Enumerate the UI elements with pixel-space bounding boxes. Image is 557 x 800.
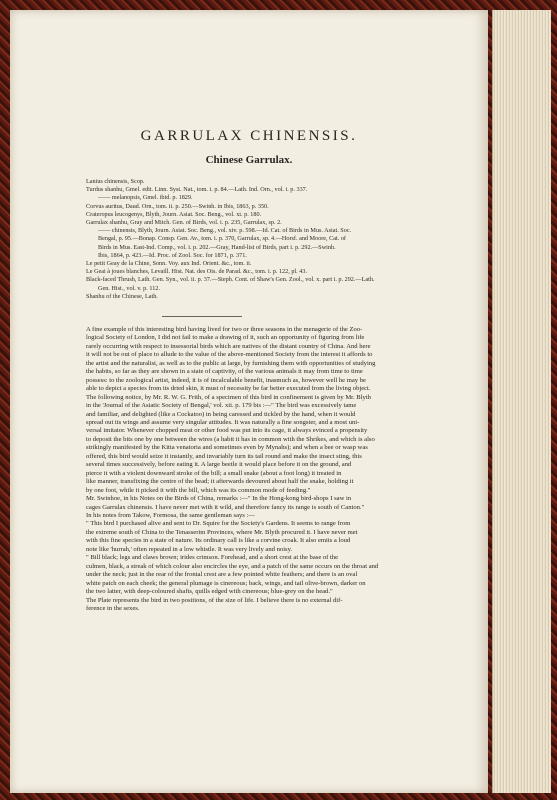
book-page <box>10 10 488 793</box>
text-line: pierce it with a violent downward stroke of the bill; a small snake (about a foot long) it treated in <box>86 469 342 477</box>
text-line: spread out its wings and assume very singular attitudes. It was naturally a fine songster, and a most uni- <box>86 418 360 426</box>
text-line: ference in the sexes. <box>86 604 140 612</box>
text-line: several times successively, before eating it. A large beetle it would place before it on the ground, and <box>86 461 352 469</box>
text-line: the extreme south of China to the Tenasserim Provinces, where Mr. Blyth procured it. I have never met <box>86 528 358 536</box>
section-divider <box>162 316 242 317</box>
synonym-line: Le petit Geay de la Chine, Sonn. Voy. aux Ind. Orient. &c., tom. ii. <box>86 260 252 268</box>
text-line: note like 'hurrah,' often repeated in a low whistle. It was very lively and noisy. <box>86 545 293 553</box>
text-line: it will not be out of place to allude to the value of the above-mentioned Society from the interest it affords to <box>86 351 373 359</box>
text-line: The following notice, by Mr. R. W. G. Frith, of a specimen of this bird in confinement is given by Mr. Blyth <box>86 393 371 401</box>
text-line: strikingly manifested by the Kitta venatoria and sometimes even by Mynahs); and when a bee or wasp was <box>86 444 368 452</box>
synonym-line: Black-faced Thrush, Lath. Gen. Syn., vol. ii. p. 37.—Steph. Cont. of Shaw's Gen. Zool., vol. x. part i. p. 292.—Lath. <box>86 276 375 284</box>
synonym-line: Garrulax shanhu, Gray and Mitch. Gen. of Birds, vol. i. p. 235, Garrulax, sp. 2. <box>86 219 282 227</box>
text-line: In his notes from Takow, Formosa, the same gentleman says :— <box>86 511 255 519</box>
text-line: The Plate represents the bird in two positions, of the size of life. I believe there is no external dif- <box>86 596 343 604</box>
text-line: the habits, so far as they are shown in a state of captivity, of the various animals it may from time to time <box>86 368 363 376</box>
text-line: Mr. Swinhoe, in his Notes on the Birds of China, remarks :—" In the Hong-kong bird-shops I saw in <box>86 495 352 503</box>
synonym-line: Corvus auritus, Daud. Orn., tom. ii. p. 250.—Swinh. in Ibis, 1863, p. 350. <box>86 202 269 210</box>
text-line: " This bird I purchased alive and sent to Dr. Squire for the Society's Gardens. It seems to range from <box>86 520 351 528</box>
species-title: GARRULAX CHINENSIS. <box>140 128 358 144</box>
text-line: " Bill black; legs and claws brown; irides crimson. Forehead, and a short crest at the base of the <box>86 554 339 562</box>
text-line: logical Society of London, I did not fail to make a drawing of it, such an opportunity of figuring from life <box>86 334 365 342</box>
text-line: by one foot, while it picked it with the bill, which was its common mode of feeding." <box>86 486 311 494</box>
text-line: culmen, black, a streak of which colour also encircles the eye, and a patch of the same occurs on the throat and <box>86 562 379 570</box>
synonym-line: Lanius chinensis, Scop. <box>86 178 145 185</box>
text-line: A fine example of this interesting bird having lived for two or three seasons in the menagerie of the Zoo- <box>86 326 363 333</box>
body-text <box>86 326 474 613</box>
synonym-line: Ibis, 1864, p. 423.—Id. Proc. of Zool. Soc. for 1871, p. 371. <box>98 251 247 259</box>
page-edges <box>492 10 551 793</box>
text-line: in the 'Journal of the Asiatic Society of Bengal,' vol. xii. p. 179 bis :—" The bird was excessively tame <box>86 402 357 410</box>
text-line: possess: to the zoological artist, indeed, it is of incalculable benefit, inasmuch as, however well he may be <box>86 376 366 384</box>
text-line: offered, this bird would seize it instantly, and invariably turn its tail round and make the insect sting, this <box>86 452 362 460</box>
synonym-line: Bengal, p. 95.—Bonap. Consp. Gen. Av., tom. i. p. 370, Garrulax, sp. 4.—Horsf. and Moore, Cat. of <box>98 235 346 243</box>
text-line: versal imitator. Whenever chopped meat or other food was put into its cage, it always evinced a propensity <box>86 427 368 435</box>
synonym-line: Le Geai à joues blanches, Levaill. Hist. Nat. des Ois. de Parad. &c., tom. i. p. 122, pl. 43. <box>86 268 307 276</box>
synonym-line: Turdus shanhu, Gmel. edit. Linn. Syst. Nat., tom. i. p. 84.—Lath. Ind. Orn., vol. i. p. 337. <box>86 186 308 194</box>
text-line: to deposit the bits one by one between the wires (a habit it has in common with the Shrikes, and which is also <box>86 435 375 443</box>
synonym-line: Birds in Mus. East-Ind. Comp., vol. i. p. 202.—Gray, Hand-list of Birds, part i. p. 292.—Swinh. <box>98 243 336 251</box>
synonym-line: Crateropus leucogenys, Blyth, Journ. Asiat. Soc. Beng., vol. xi. p. 180. <box>86 210 262 218</box>
synonym-line: Shanhu of the Chinese, Lath. <box>86 292 158 300</box>
synonym-line: —— melanopsis, Gmel. ibid. p. 1829. <box>98 194 193 202</box>
text-line: rarely occurring with respect to insessorial birds which are natives of the distant country of China. And here <box>86 342 371 350</box>
text-line: with this fine species in a state of nature. Its ordinary call is like a corvine croak. It also emits a loud <box>86 537 351 545</box>
text-line: under the neck; just in the rear of the frontal crest are a few pointed white feathers; and there is an oval <box>86 571 358 579</box>
text-line: like manner, transfixing the centre of the head; it afterwards devoured about half the snake, holding it <box>86 478 354 486</box>
synonym-line: —— chinensis, Blyth, Journ. Asiat. Soc. Beng., vol. xiv. p. 598.—Id. Cat. of Birds in Mus. Asiat. Soc. <box>98 227 352 235</box>
text-line: the two latter, with deep-coloured shafts, quills edged with cinereous; blue-grey on the head." <box>86 588 333 596</box>
text-line: cages Garrulax chinensis. I have never met with it wild, and therefore fancy its range is south of Canton." <box>86 503 365 511</box>
text-line: able to depict a species from its dried skin, it must of necessity be far better executed from the living object. <box>86 385 371 393</box>
synonym-line: Gen. Hist., vol. v. p. 112. <box>98 284 160 292</box>
text-line: the artist and the naturalist, as well as to the public at large, by furnishing them with opportunities of studying <box>86 359 376 367</box>
synonymy-list <box>86 178 474 301</box>
text-line: and familiar, and delighted (like a Cockatoo) in being caressed and tickled by the hand, when it would <box>86 410 356 418</box>
common-name: Chinese Garrulax. <box>205 154 293 166</box>
text-line: white patch on each cheek; the general plumage is cinereous; back, wings, and tail olive-brown, darker on <box>86 579 366 587</box>
